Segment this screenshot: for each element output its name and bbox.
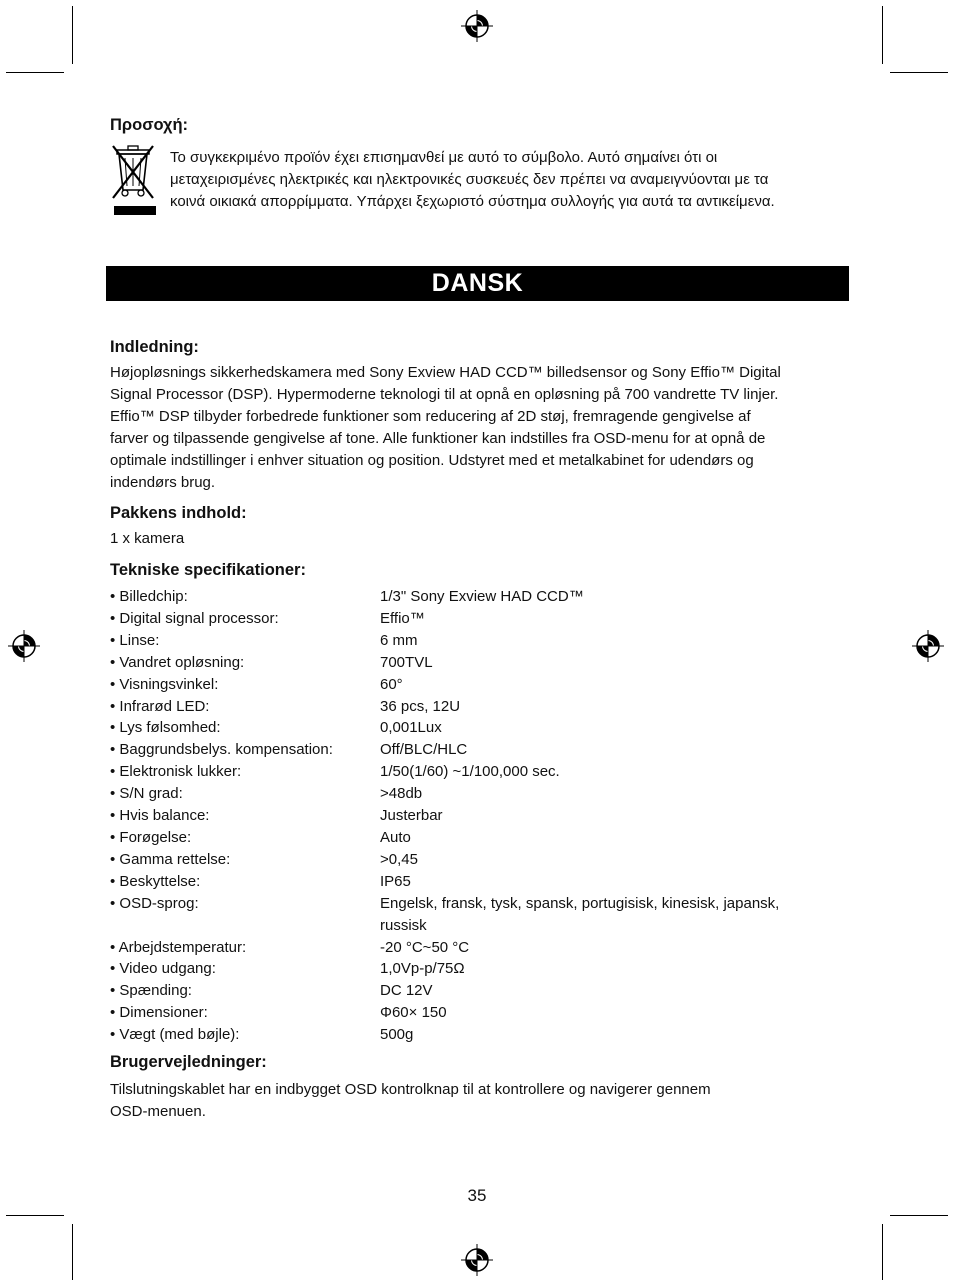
spec-label: • Vægt (med bøjle): <box>110 1026 240 1044</box>
spec-value: Auto <box>380 828 411 846</box>
spec-value: 1/50(1/60) ~1/100,000 sec. <box>380 763 560 781</box>
spec-value: DC 12V <box>380 982 433 1000</box>
crop-mark <box>890 1215 948 1216</box>
spec-label: • Lys følsomhed: <box>110 719 221 737</box>
crop-mark <box>882 1224 883 1280</box>
spec-row <box>110 608 850 630</box>
spec-row <box>110 958 850 980</box>
registration-mark-icon <box>461 1244 493 1276</box>
intro-text-line: optimale indstillinger i enhver situation og position. Udstyret med et metalkabinet for udendørs og <box>110 452 754 469</box>
registration-mark-icon <box>461 10 493 42</box>
spec-value: 36 pcs, 12U <box>380 697 461 715</box>
crossed-out-wheeled-bin-icon <box>108 142 158 218</box>
spec-row <box>110 827 850 849</box>
spec-value: Engelsk, fransk, tysk, spansk, portugisisk, kinesisk, japansk, <box>380 894 780 912</box>
intro-text-line: indendørs brug. <box>110 474 216 491</box>
warning-heading: Προσοχή: <box>110 116 189 134</box>
spec-label: • S/N grad: <box>110 785 183 803</box>
spec-value: -20 °C~50 °C <box>380 938 470 956</box>
spec-label: • Video udgang: <box>110 960 216 978</box>
spec-value: Off/BLC/HLC <box>380 741 468 759</box>
spec-row-continuation <box>110 915 850 937</box>
spec-label: • Beskyttelse: <box>110 872 201 890</box>
spec-row <box>110 652 850 674</box>
spec-value: Effio™ <box>380 609 425 627</box>
spec-label: • Visningsvinkel: <box>110 675 219 693</box>
spec-row <box>110 893 850 915</box>
spec-label: • Dimensioner: <box>110 1004 208 1022</box>
spec-row <box>110 586 850 608</box>
intro-text-line: farver og tilpassende gengivelse af tone. Alle funktioner kan indstilles fra OSD-menu for at opnå de <box>110 430 766 447</box>
banner-title: DANSK <box>431 269 524 297</box>
spec-value: Justerbar <box>380 807 443 825</box>
specs-heading: Tekniske specifikationer: <box>110 561 306 579</box>
spec-label: • OSD-sprog: <box>110 894 199 912</box>
spec-value: 500g <box>380 1026 414 1044</box>
spec-value: 0,001Lux <box>380 719 442 737</box>
spec-label: • Forøgelse: <box>110 828 192 846</box>
specs-table <box>110 586 850 1046</box>
spec-row <box>110 849 850 871</box>
language-banner <box>106 266 849 301</box>
spec-label: • Vandret opløsning: <box>110 653 245 671</box>
package-text: 1 x kamera <box>110 530 185 547</box>
spec-row <box>110 674 850 696</box>
spec-row <box>110 805 850 827</box>
spec-label: • Arbejdstemperatur: <box>110 938 247 956</box>
spec-label: • Billedchip: <box>110 588 188 605</box>
crop-mark <box>882 6 883 64</box>
spec-value: 1,0Vp-p/75Ω <box>380 960 465 978</box>
page-number: 35 <box>467 1186 487 1205</box>
manual-text-line: Tilslutningskablet har en indbygget OSD kontrolknap til at kontrollere og navigerer gennem <box>110 1081 711 1098</box>
spec-row <box>110 937 850 959</box>
spec-value: russisk <box>380 916 427 934</box>
spec-label: • Gamma rettelse: <box>110 850 231 868</box>
spec-value: IP65 <box>380 872 411 890</box>
crop-mark <box>6 1215 64 1216</box>
spec-value: >48db <box>380 785 423 803</box>
spec-value: >0,45 <box>380 850 418 868</box>
spec-row <box>110 1024 850 1046</box>
spec-label: • Infrarød LED: <box>110 697 210 715</box>
spec-value: 700TVL <box>380 653 433 671</box>
spec-row <box>110 739 850 761</box>
spec-label: • Baggrundsbelys. kompensation: <box>110 741 333 759</box>
spec-label: • Digital signal processor: <box>110 609 279 627</box>
warning-text-line: μεταχειρισμένες ηλεκτρικές και ηλεκτρονικές συσκευές δεν πρέπει να αναμειγνύονται με τα <box>170 171 769 188</box>
intro-text-line: Signal Processor (DSP). Hypermoderne teknologi til at opnå en opløsning på 700 vandrette TV linjer. <box>110 386 779 403</box>
spec-label: • Spænding: <box>110 982 192 1000</box>
package-heading: Pakkens indhold: <box>110 504 247 522</box>
intro-text-line: Effio™ DSP tilbyder forbedrede funktioner som reducering af 2D støj, fremragende gengivelse af <box>110 408 751 425</box>
warning-text-line: Το συγκεκριμένο προϊόν έχει επισημανθεί με αυτό το σύμβολο. Αυτό σημαίνει ότι οι <box>170 149 718 166</box>
spec-value: 1/3" Sony Exview HAD CCD™ <box>380 588 584 605</box>
spec-row <box>110 630 850 652</box>
manual-text-line: OSD-menuen. <box>110 1103 206 1120</box>
spec-value: Φ60× 150 <box>380 1004 447 1022</box>
intro-text-line: Højopløsnings sikkerhedskamera med Sony Exview HAD CCD™ billedsensor og Sony Effio™ Digital <box>110 364 781 381</box>
spec-row <box>110 871 850 893</box>
spec-row <box>110 761 850 783</box>
warning-text-line: κοινά οικιακά απορρίμματα. Υπάρχει ξεχωριστό σύστημα συλλογής για αυτά τα αντικείμενα. <box>170 193 775 210</box>
manual-heading: Brugervejledninger: <box>110 1053 267 1071</box>
registration-mark-icon <box>8 630 40 662</box>
crop-mark <box>72 1224 73 1280</box>
spec-row <box>110 980 850 1002</box>
crop-mark <box>6 72 64 73</box>
crop-mark <box>890 72 948 73</box>
spec-row <box>110 783 850 805</box>
spec-row <box>110 696 850 718</box>
spec-label: • Linse: <box>110 631 160 649</box>
registration-mark-icon <box>912 630 944 662</box>
spec-value: 6 mm <box>380 631 418 649</box>
crop-mark <box>72 6 73 64</box>
intro-heading: Indledning: <box>110 338 199 356</box>
spec-row <box>110 717 850 739</box>
spec-row <box>110 1002 850 1024</box>
spec-label: • Hvis balance: <box>110 807 210 825</box>
spec-label: • Elektronisk lukker: <box>110 763 242 781</box>
spec-value: 60° <box>380 675 403 693</box>
